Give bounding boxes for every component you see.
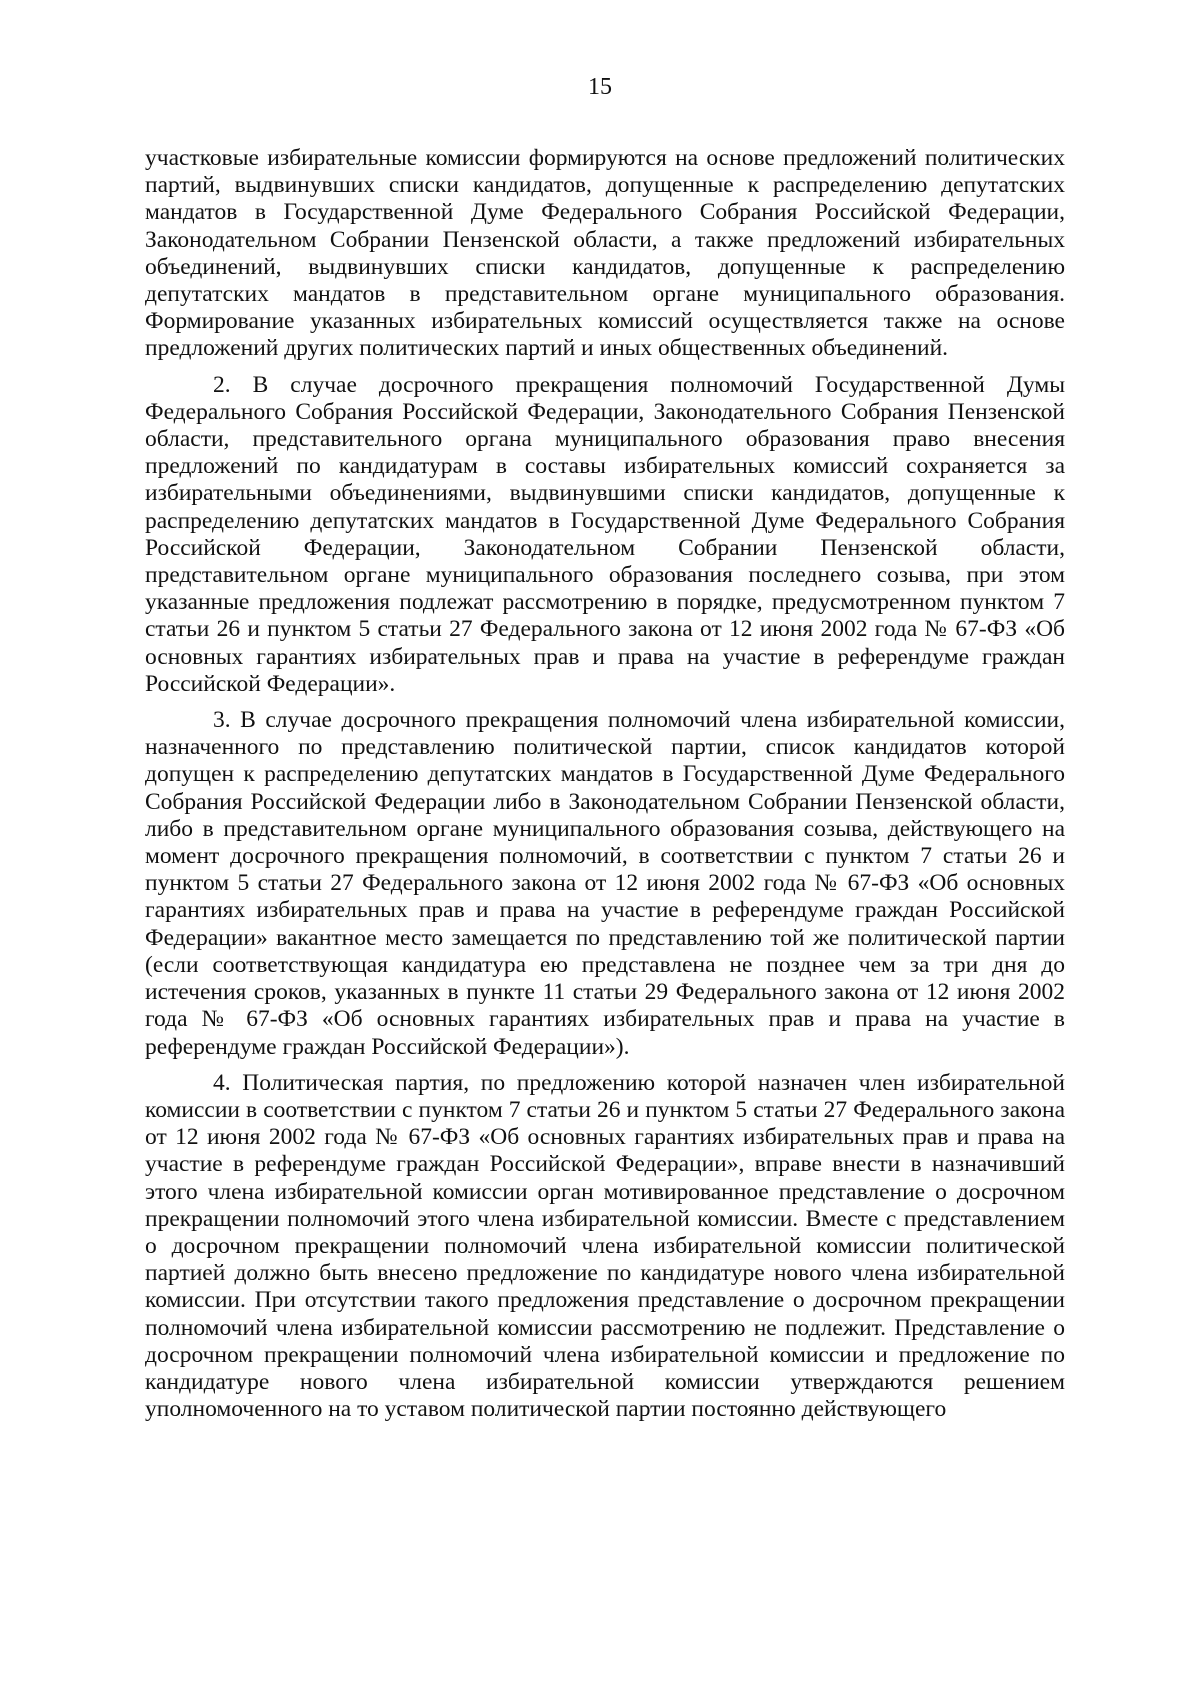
paragraph-item-3: 3. В случае досрочного прекращения полномочий члена избирательной комиссии, назначенного по представлению политической партии, список кандидатов которой допущен к распределению депутатских мандатов в Государственной Думе Федерального Собрания Российской Федерации либо в Законодательном Собрании Пензенской области, либо в представительном органе муниципального образования созыва, действующего на момент досрочного прекращения полномочий, в соответствии с пунктом 7 статьи 26 и пунктом 5 статьи 27 Федерального закона от 12 июня 2002 года № 67-ФЗ «Об основных гарантиях избирательных прав и права на участие в референдуме граждан Российской Федерации» вакантное место замещается по представлению той же политической партии (если соответствующая кандидатура ею представлена не позднее чем за три дня до истечения сроков, указанных в пункте 11 статьи 29 Федерального закона от 12 июня 2002 года № 67-ФЗ «Об основных гарантиях избирательных прав и права на участие в референдуме граждан Российской Федерации»).	[145, 707, 1065, 1060]
paragraph-item-4: 4. Политическая партия, по предложению которой назначен член избирательной комиссии в соответствии с пунктом 7 статьи 26 и пунктом 5 статьи 27 Федерального закона от 12 июня 2002 года № 67-ФЗ «Об основных гарантиях избирательных прав и права на участие в референдуме граждан Российской Федерации», вправе внести в назначивший этого члена избирательной комиссии орган мотивированное представление о досрочном прекращении полномочий этого члена избирательной комиссии. Вместе с представлением о досрочном прекращении полномочий члена избирательной комиссии политической партией должно быть внесено предложение по кандидатуре нового члена избирательной комиссии. При отсутствии такого предложения представление о досрочном прекращении полномочий члена избирательной комиссии рассмотрению не подлежит. Представление о досрочном прекращении полномочий члена избирательной комиссии и предложение по кандидатуре нового члена избирательной комиссии утверждаются решением уполномоченного на то уставом политической партии постоянно действующего	[145, 1069, 1065, 1423]
body-text	[145, 145, 1065, 1432]
page-number: 15	[588, 74, 612, 100]
paragraph-continuation: участковые избирательные комиссии формируются на основе предложений политических партий, выдвинувших списки кандидатов, допущенные к распределению депутатских мандатов в Государственной Думе Федерального Собрания Российской Федерации, Законодательном Собрании Пензенской области, а также предложений избирательных объединений, выдвинувших списки кандидатов, допущенные к распределению депутатских мандатов в представительном органе муниципального образования. Формирование указанных избирательных комиссий осуществляется также на основе предложений других политических партий и иных общественных объединений.	[145, 145, 1065, 362]
paragraph-item-2: 2. В случае досрочного прекращения полномочий Государственной Думы Федерального Собрания Российской Федерации, Законодательного Собрания Пензенской области, представительного органа муниципального образования право внесения предложений по кандидатурам в составы избирательных комиссий сохраняется за избирательными объединениями, выдвинувшими списки кандидатов, допущенные к распределению депутатских мандатов в Государственной Думе Федерального Собрания Российской Федерации, Законодательном Собрании Пензенской области, представительном органе муниципального образования последнего созыва, при этом указанные предложения подлежат рассмотрению в порядке, предусмотренном пунктом 7 статьи 26 и пунктом 5 статьи 27 Федерального закона от 12 июня 2002 года № 67-ФЗ «Об основных гарантиях избирательных прав и права на участие в референдуме граждан Российской Федерации».	[145, 371, 1065, 697]
